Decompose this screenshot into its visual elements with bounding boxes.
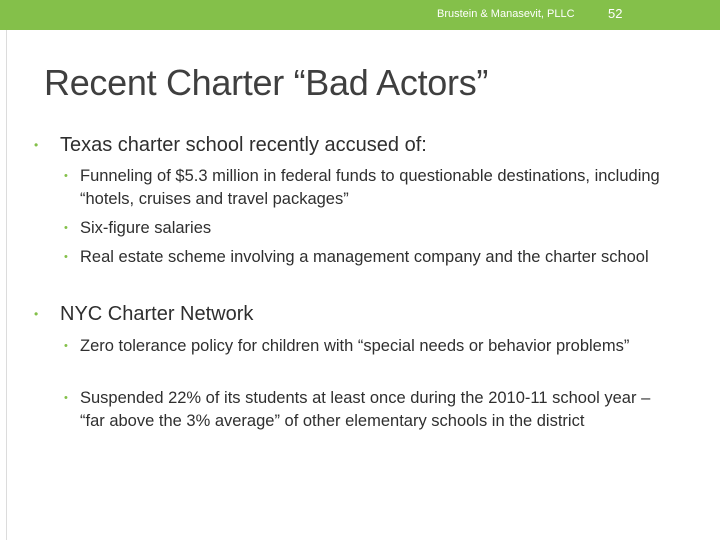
list-item — [64, 335, 664, 358]
bullet-dot-icon: • — [34, 138, 39, 152]
section-heading-texas — [34, 133, 674, 157]
left-divider — [6, 30, 7, 540]
list-item — [64, 217, 664, 240]
header-bar — [0, 0, 720, 30]
bullet-dot-icon: • — [64, 392, 68, 404]
list-item-text: Funneling of $5.3 million in federal funds to questionable destinations, including “hotels, cruises and travel packages” — [80, 167, 660, 208]
bullet-dot-icon: • — [64, 170, 68, 182]
slide-title: Recent Charter “Bad Actors” — [44, 62, 489, 103]
slide-number: 52 — [608, 6, 623, 21]
list-item-text: Real estate scheme involving a management company and the charter school — [80, 248, 649, 266]
bullet-dot-icon: • — [64, 222, 68, 234]
section-heading-nyc — [34, 302, 674, 326]
bullet-dot-icon: • — [34, 307, 39, 321]
list-item-text: Zero tolerance policy for children with “special needs or behavior problems” — [80, 337, 630, 355]
list-item — [64, 387, 664, 433]
list-item — [64, 246, 664, 269]
list-item-text: Six-figure salaries — [80, 219, 212, 237]
section-heading-text: Texas charter school recently accused of: — [60, 134, 427, 156]
bullet-dot-icon: • — [64, 340, 68, 352]
bullet-dot-icon: • — [64, 251, 68, 263]
list-item-text: Suspended 22% of its students at least once during the 2010-11 school year – “far above the 3% average” of other elementary schools in the district — [80, 389, 651, 430]
list-item — [64, 165, 664, 211]
firm-name: Brustein & Manasevit, PLLC — [437, 8, 575, 20]
section-heading-text: NYC Charter Network — [60, 303, 254, 325]
